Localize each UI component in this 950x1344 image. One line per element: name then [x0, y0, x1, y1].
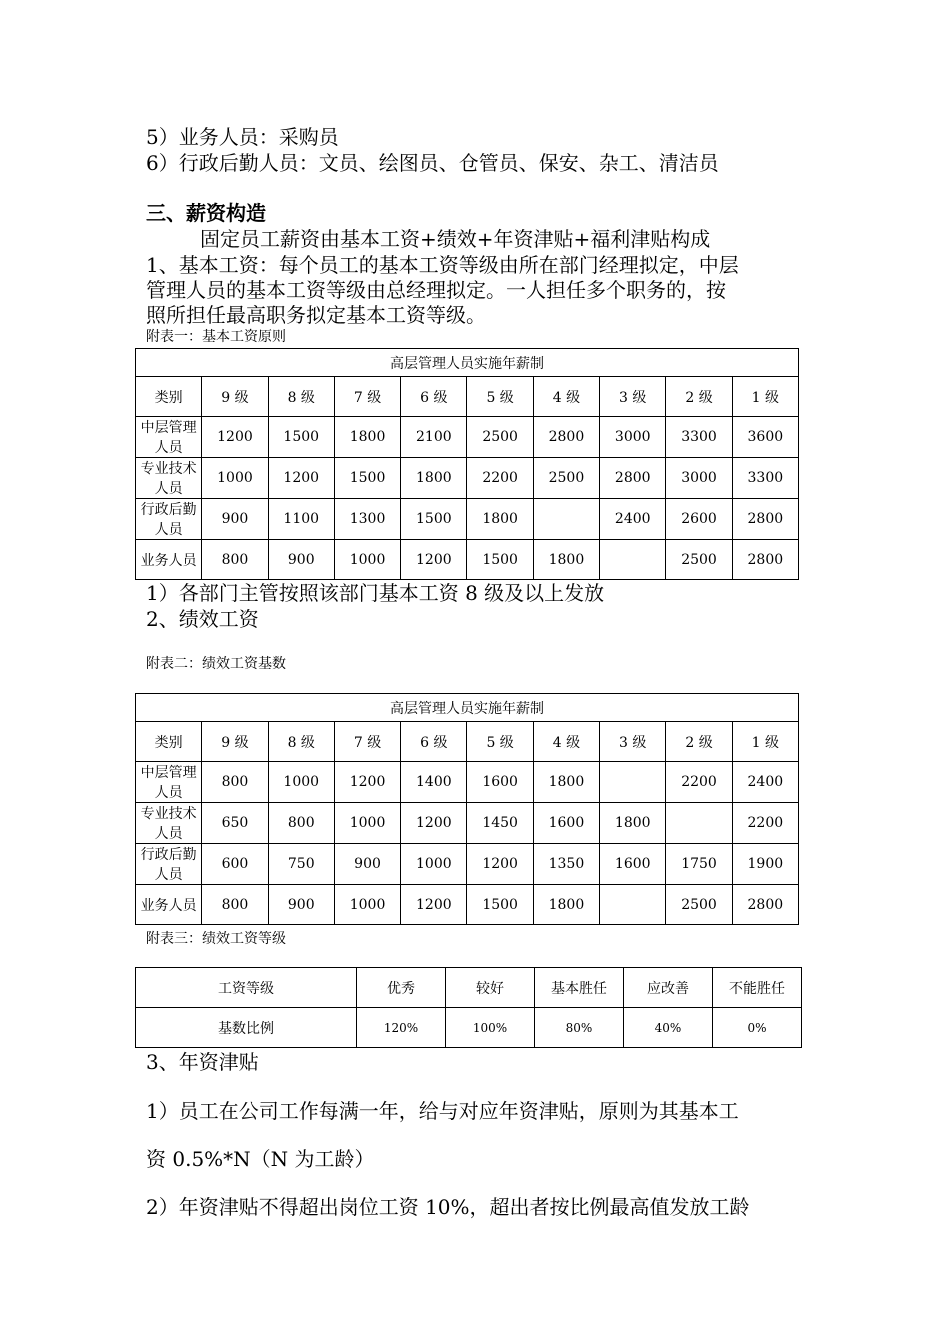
- table-cell: 3600: [732, 417, 798, 458]
- seniority-rule-2: 2）年资津贴不得超出岗位工资 10%，超出者按比例最高值发放工龄: [146, 1195, 750, 1219]
- table-cell: 900: [268, 540, 334, 580]
- table-cell: 1750: [666, 844, 732, 885]
- table-cell: 800: [202, 762, 268, 803]
- table-cell: 1200: [401, 540, 467, 580]
- header-cell: 不能胜任: [713, 968, 802, 1008]
- table-cell: [600, 762, 666, 803]
- table-cell: 行政后勤人员: [136, 499, 202, 540]
- table-cell: 1500: [401, 499, 467, 540]
- base-salary-text-3: 照所担任最高职务拟定基本工资等级。: [146, 303, 486, 327]
- table-cell: 1500: [467, 885, 533, 925]
- header-cell: 工资等级: [136, 968, 357, 1008]
- header-cell: 6 级: [401, 377, 467, 417]
- table-cell: 2500: [666, 885, 732, 925]
- table-row: [136, 885, 799, 925]
- header-cell: 3 级: [600, 722, 666, 762]
- table-cell: 1800: [467, 499, 533, 540]
- table-cell: 40%: [624, 1008, 713, 1048]
- table-caption: 高层管理人员实施年薪制: [136, 694, 799, 722]
- table-cell: 2400: [732, 762, 798, 803]
- header-cell: 4 级: [533, 377, 599, 417]
- header-cell: 8 级: [268, 722, 334, 762]
- table-cell: 1100: [268, 499, 334, 540]
- table-cell: 1300: [334, 499, 400, 540]
- table-cell: 1350: [533, 844, 599, 885]
- table-cell: 1000: [401, 844, 467, 885]
- table-row: [136, 803, 799, 844]
- table-cell: 2800: [533, 417, 599, 458]
- base-salary-table: [135, 348, 799, 580]
- seniority-rule-1b: 资 0.5%*N（N 为工龄）: [146, 1147, 375, 1171]
- table-cell: 1800: [533, 885, 599, 925]
- header-cell: 5 级: [467, 722, 533, 762]
- table-cell: 1500: [334, 458, 400, 499]
- table-row: [136, 844, 799, 885]
- table-cell: 1600: [467, 762, 533, 803]
- header-cell: 类别: [136, 377, 202, 417]
- table-cell: 750: [268, 844, 334, 885]
- table-cell: 3300: [666, 417, 732, 458]
- table-cell: 2600: [666, 499, 732, 540]
- table-cell: 900: [268, 885, 334, 925]
- seniority-rule-1a: 1）员工在公司工作每满一年，给与对应年资津贴，原则为其基本工: [146, 1099, 739, 1123]
- table-cell: 2200: [666, 762, 732, 803]
- table-cell: 900: [334, 844, 400, 885]
- table-cell: 基数比例: [136, 1008, 357, 1048]
- table-cell: [600, 540, 666, 580]
- table-cell: 650: [202, 803, 268, 844]
- table-cell: 1200: [467, 844, 533, 885]
- table-cell: 1500: [467, 540, 533, 580]
- table-cell: 业务人员: [136, 885, 202, 925]
- section-seniority-allowance: 3、年资津贴: [146, 1050, 259, 1074]
- table-cell: 专业技术人员: [136, 458, 202, 499]
- note-supervisor-level: 1）各部门主管按照该部门基本工资 8 级及以上发放: [146, 581, 605, 605]
- table-cell: 1200: [401, 885, 467, 925]
- header-cell: 2 级: [666, 377, 732, 417]
- table-cell: 业务人员: [136, 540, 202, 580]
- table-cell: 2800: [732, 540, 798, 580]
- table-row: [136, 540, 799, 580]
- table-cell: 2200: [732, 803, 798, 844]
- header-cell: 优秀: [357, 968, 446, 1008]
- salary-intro: 固定员工薪资由基本工资+绩效+年资津贴+福利津贴构成: [200, 227, 711, 251]
- table-cell: 1450: [467, 803, 533, 844]
- table-cell: 2500: [467, 417, 533, 458]
- base-salary-text-2: 管理人员的基本工资等级由总经理拟定。一人担任多个职务的，按: [146, 278, 726, 302]
- table-cell: 2500: [533, 458, 599, 499]
- header-cell: 5 级: [467, 377, 533, 417]
- table-cell: 1000: [334, 803, 400, 844]
- table-row: [136, 1008, 802, 1048]
- table-cell: 1200: [202, 417, 268, 458]
- table-cell: 1800: [533, 540, 599, 580]
- performance-pay-table: [135, 693, 799, 925]
- header-cell: 3 级: [600, 377, 666, 417]
- table-cell: 2200: [467, 458, 533, 499]
- header-cell: 类别: [136, 722, 202, 762]
- header-cell: 应改善: [624, 968, 713, 1008]
- table-row: [136, 499, 799, 540]
- header-cell: 2 级: [666, 722, 732, 762]
- table1-label: 附表一：基本工资原则: [146, 329, 286, 345]
- base-salary-text-1: 1、基本工资：每个员工的基本工资等级由所在部门经理拟定，中层: [146, 253, 739, 277]
- table-cell: 1400: [401, 762, 467, 803]
- header-cell: 1 级: [732, 722, 798, 762]
- table-cell: 1800: [600, 803, 666, 844]
- table-cell: 1200: [334, 762, 400, 803]
- header-cell: 8 级: [268, 377, 334, 417]
- table-cell: 1600: [600, 844, 666, 885]
- line-business-staff: 5）业务人员：采购员: [146, 125, 339, 149]
- table-cell: 1200: [268, 458, 334, 499]
- table-row: [136, 762, 799, 803]
- table-cell: 2400: [600, 499, 666, 540]
- table-cell: 900: [202, 499, 268, 540]
- header-cell: 1 级: [732, 377, 798, 417]
- table-cell: 80%: [535, 1008, 624, 1048]
- header-cell: 9 级: [202, 722, 268, 762]
- table-cell: 800: [202, 540, 268, 580]
- table-cell: 2100: [401, 417, 467, 458]
- table-cell: 800: [268, 803, 334, 844]
- table-row: [136, 417, 799, 458]
- table-cell: [666, 803, 732, 844]
- section-performance-pay: 2、绩效工资: [146, 607, 259, 631]
- table-cell: 3000: [600, 417, 666, 458]
- header-cell: 较好: [446, 968, 535, 1008]
- table-cell: 100%: [446, 1008, 535, 1048]
- table-row: [136, 458, 799, 499]
- table-cell: 2800: [600, 458, 666, 499]
- table-cell: 2500: [666, 540, 732, 580]
- header-cell: 7 级: [334, 377, 400, 417]
- header-cell: 6 级: [401, 722, 467, 762]
- table-cell: 1000: [334, 885, 400, 925]
- table-cell: [533, 499, 599, 540]
- table-cell: 行政后勤人员: [136, 844, 202, 885]
- table-cell: 1500: [268, 417, 334, 458]
- table-cell: 专业技术人员: [136, 803, 202, 844]
- table-cell: 3300: [732, 458, 798, 499]
- performance-level-table: [135, 967, 802, 1048]
- table-cell: 1600: [533, 803, 599, 844]
- table-cell: 中层管理人员: [136, 417, 202, 458]
- table-cell: 120%: [357, 1008, 446, 1048]
- header-cell: 基本胜任: [535, 968, 624, 1008]
- table3-label: 附表三：绩效工资等级: [146, 931, 286, 947]
- table-cell: 1000: [334, 540, 400, 580]
- table-cell: 600: [202, 844, 268, 885]
- table-cell: 3000: [666, 458, 732, 499]
- table2-label: 附表二：绩效工资基数: [146, 656, 286, 672]
- table-cell: 0%: [713, 1008, 802, 1048]
- header-cell: 4 级: [533, 722, 599, 762]
- table-cell: 1900: [732, 844, 798, 885]
- table-cell: 1200: [401, 803, 467, 844]
- table-cell: 2800: [732, 885, 798, 925]
- table-cell: 1800: [334, 417, 400, 458]
- table-cell: 800: [202, 885, 268, 925]
- header-cell: 7 级: [334, 722, 400, 762]
- table-cell: [600, 885, 666, 925]
- table-cell: 2800: [732, 499, 798, 540]
- table-cell: 1000: [202, 458, 268, 499]
- line-admin-staff: 6）行政后勤人员：文员、绘图员、仓管员、保安、杂工、清洁员: [146, 151, 719, 175]
- table-cell: 1800: [533, 762, 599, 803]
- table-cell: 1000: [268, 762, 334, 803]
- table-caption: 高层管理人员实施年薪制: [136, 349, 799, 377]
- section-title-salary-structure: 三、薪资构造: [146, 201, 266, 225]
- table-cell: 1800: [401, 458, 467, 499]
- header-cell: 9 级: [202, 377, 268, 417]
- table-cell: 中层管理人员: [136, 762, 202, 803]
